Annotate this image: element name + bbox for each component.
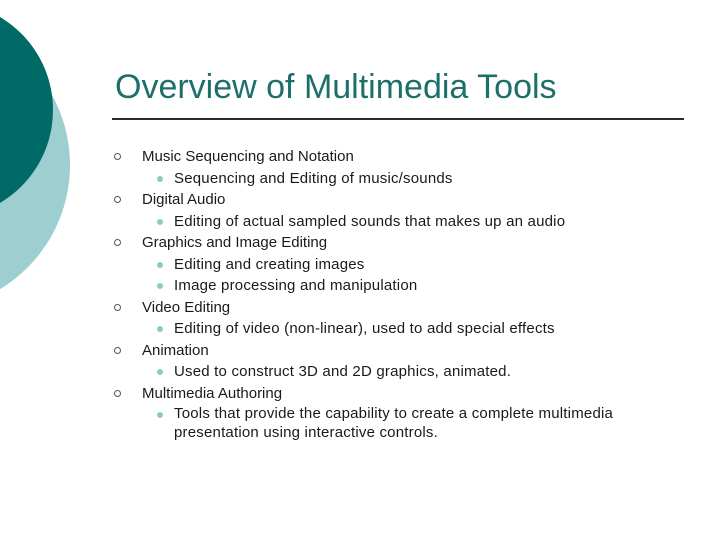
sub-item (142, 361, 690, 383)
dot-bullet-icon (157, 176, 163, 182)
slide-title: Overview of Multimedia Tools (115, 68, 557, 106)
list-item (110, 297, 690, 340)
list-item (110, 383, 690, 443)
bullet-list (110, 146, 690, 442)
dot-bullet-icon (157, 369, 163, 375)
hollow-circle-bullet-icon (114, 239, 121, 246)
decorative-circles (0, 0, 120, 300)
sub-item-text: Sequencing and Editing of music/sounds (174, 169, 453, 187)
item-label: Video Editing (142, 298, 231, 316)
hollow-circle-bullet-icon (114, 304, 121, 311)
dot-bullet-icon (157, 219, 163, 225)
sub-item-text: Tools that provide the capability to create a complete multimedia presentation using interactive controls. (174, 405, 614, 441)
hollow-circle-bullet-icon (114, 153, 121, 160)
dot-bullet-icon (157, 412, 163, 418)
sub-item-text: Editing of actual sampled sounds that makes up an audio (174, 212, 566, 230)
title-divider (112, 118, 684, 120)
sub-item-text: Editing of video (non-linear), used to add special effects (174, 320, 555, 337)
item-label: Digital Audio (142, 191, 226, 208)
sub-item-text: Image processing and manipulation (174, 277, 418, 294)
item-label: Animation (142, 341, 209, 359)
list-item (110, 189, 690, 232)
item-label: Music Sequencing and Notation (142, 148, 354, 165)
sub-item-text: Used to construct 3D and 2D graphics, animated. (174, 363, 512, 380)
sub-item-text: Editing and creating images (174, 255, 365, 273)
hollow-circle-bullet-icon (114, 196, 121, 203)
dot-bullet-icon (157, 262, 163, 268)
hollow-circle-bullet-icon (114, 390, 121, 397)
sub-item (142, 318, 690, 340)
sub-item (142, 168, 690, 190)
item-label: Multimedia Authoring (142, 384, 283, 402)
sub-item (142, 211, 690, 233)
sub-item (142, 254, 690, 276)
list-item (110, 146, 690, 189)
hollow-circle-bullet-icon (114, 347, 121, 354)
item-label: Graphics and Image Editing (142, 234, 328, 251)
sub-item (142, 404, 690, 442)
sub-item (142, 275, 690, 297)
dot-bullet-icon (157, 283, 163, 289)
list-item (110, 232, 690, 297)
list-item (110, 340, 690, 383)
dot-bullet-icon (157, 326, 163, 332)
